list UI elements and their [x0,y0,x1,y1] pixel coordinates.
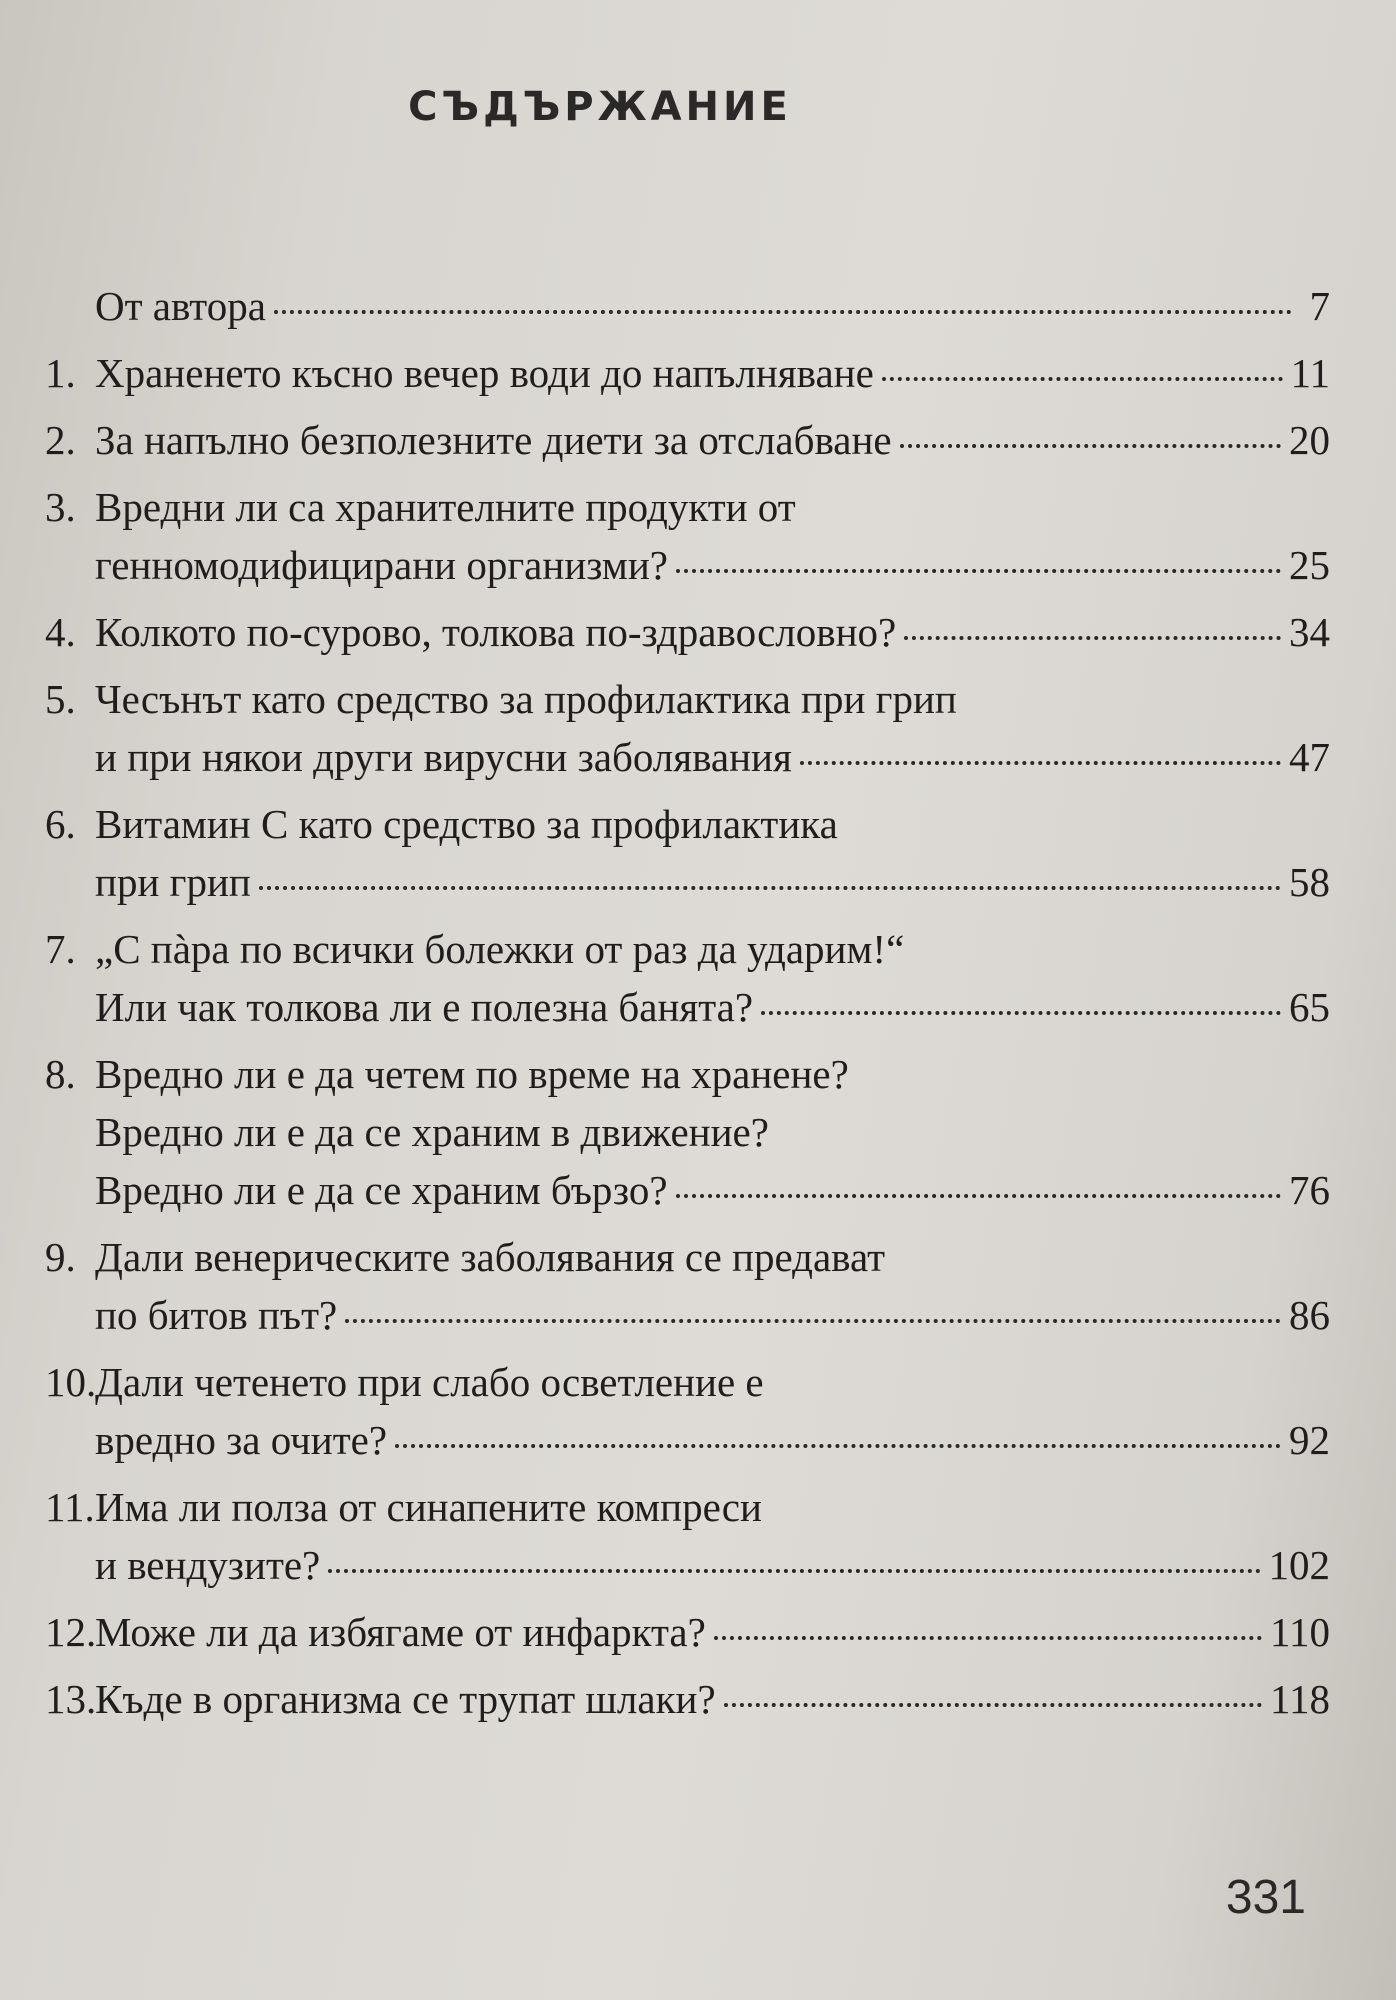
toc-entry-line [45,349,1330,407]
toc-entry-page: 110 [1270,1609,1330,1655]
toc-entry [45,282,1330,340]
toc-entry-page: 25 [1289,542,1330,588]
toc-entry-number: 1. [45,350,76,396]
toc-entry-line [45,800,1330,858]
toc-entry [45,1608,1330,1666]
toc-entry-number: 5. [45,676,76,722]
toc-entry-title: Вредно ли е да се храним бързо? [95,1167,668,1213]
dot-leader [676,569,1281,573]
toc-entry-line [45,983,1330,1041]
toc-entry-page: 58 [1289,859,1330,905]
toc-entry-page: 118 [1270,1676,1330,1722]
toc-entry-number: 9. [45,1234,76,1280]
toc-entry-number: 11. [45,1484,95,1530]
toc-entry-page: 92 [1289,1417,1330,1463]
toc-entry-page: 47 [1289,734,1330,780]
dot-leader [345,1319,1281,1323]
toc-entry-title: Има ли полза от синапените компреси [95,1484,762,1530]
toc-entry [45,349,1330,407]
toc-entry-title: по битов път? [95,1292,338,1338]
dot-leader [274,310,1292,314]
page-number: 331 [1225,1871,1306,1924]
toc-entry-page: 76 [1289,1167,1330,1213]
toc-entry-line [45,733,1330,791]
toc-entry-title: Вредно ли е да се храним в движение? [95,1109,769,1155]
toc-entry-number: 8. [45,1051,76,1097]
toc-entry-line [45,1050,1330,1108]
toc-entry-title: „С пàра по всички болежки от раз да ударим!“ [95,926,905,972]
toc-entry [45,1358,1330,1474]
dot-leader [882,377,1283,381]
toc-entry-title: Храненето късно вечер води до напълняване [95,350,874,396]
toc-entry [45,416,1330,474]
dot-leader [900,444,1281,448]
dot-leader [724,1703,1262,1707]
page-title: СЪДЪРЖАНИЕ [408,84,792,130]
toc-entry-line [45,1291,1330,1349]
toc-entry [45,1233,1330,1349]
dot-leader [676,1194,1281,1198]
toc-entry [45,1483,1330,1599]
toc-entry-number: 6. [45,801,76,847]
toc-entry-line [45,1608,1330,1666]
toc-entry-line [45,858,1330,916]
toc-entry-line [45,282,1330,340]
toc-entry [45,483,1330,599]
toc-entry-line [45,1483,1330,1541]
toc-entry-title: Или чак толкова ли е полезна банята? [95,984,754,1030]
table-of-contents [45,282,1330,1742]
dot-leader [328,1569,1260,1573]
toc-entry-number: 4. [45,609,76,655]
toc-entry-number: 13. [45,1676,97,1722]
toc-entry-number: 7. [45,926,76,972]
toc-entry-title: и вендузите? [95,1542,321,1588]
toc-entry-page: 34 [1289,609,1330,655]
toc-entry-page: 20 [1289,417,1330,463]
toc-entry-line [45,1358,1330,1416]
dot-leader [714,1636,1262,1640]
toc-entry-title: За напълно безполезните диети за отслабване [95,417,892,463]
toc-entry-line [45,1166,1330,1224]
toc-entry-page: 11 [1290,350,1330,396]
toc-entry-title: Къде в организма се трупат шлаки? [95,1676,716,1722]
toc-entry-line [45,416,1330,474]
toc-entry-title: Вредно ли е да четем по време на хранене? [95,1051,849,1097]
toc-entry-title: генномодифицирани организми? [95,542,668,588]
toc-entry-title: Дали четенето при слабо осветление е [95,1359,764,1405]
toc-entry-line [45,483,1330,541]
toc-entry-title: Вредни ли са хранителните продукти от [95,484,796,530]
toc-entry-line [45,541,1330,599]
toc-entry-page: 7 [1309,283,1330,329]
toc-entry [45,800,1330,916]
toc-entry-title: Дали венерическите заболявания се предават [95,1234,886,1280]
toc-entry-title: Може ли да избягаме от инфаркта? [95,1609,706,1655]
toc-entry-line [45,1108,1330,1166]
toc-entry [45,1050,1330,1224]
toc-entry-title: Чесънът като средство за профилактика при грип [95,676,957,722]
toc-entry-title: при грип [95,859,251,905]
toc-entry-page: 102 [1268,1542,1330,1588]
toc-entry-line [45,925,1330,983]
dot-leader [761,1011,1281,1015]
toc-entry-title: Витамин С като средство за профилактика [95,801,838,847]
dot-leader [904,636,1281,640]
toc-entry-page: 65 [1289,984,1330,1030]
dot-leader [259,886,1281,890]
toc-entry-line [45,675,1330,733]
toc-entry-title: вредно за очите? [95,1417,388,1463]
toc-entry [45,925,1330,1041]
toc-entry-title: Колкото по-сурово, толкова по-здравословно? [95,609,897,655]
toc-entry [45,608,1330,666]
toc-entry-line [45,608,1330,666]
toc-entry-line [45,1541,1330,1599]
toc-entry-page: 86 [1289,1292,1330,1338]
toc-entry [45,1675,1330,1733]
toc-entry-number: 2. [45,417,76,463]
toc-entry-title: и при някои други вирусни заболявания [95,734,792,780]
toc-entry-number: 10. [45,1359,97,1405]
toc-entry-number: 3. [45,484,76,530]
dot-leader [800,761,1281,765]
toc-entry-line [45,1416,1330,1474]
dot-leader [395,1444,1281,1448]
toc-entry-line [45,1233,1330,1291]
toc-entry-title: От автора [95,283,266,329]
toc-entry [45,675,1330,791]
toc-entry-line [45,1675,1330,1733]
toc-entry-number: 12. [45,1609,97,1655]
